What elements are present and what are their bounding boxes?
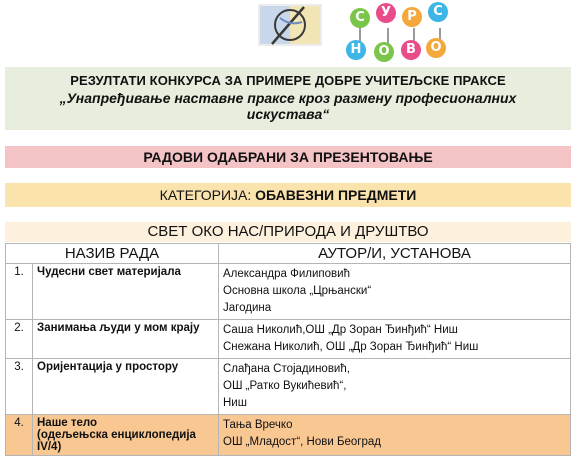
column-header-author: АУТОР/И, УСТАНОВА	[219, 244, 571, 264]
column-header-title: НАЗИВ РАДА	[6, 244, 219, 264]
author-line: Саша Николић,ОШ „Др Зоран Ђинђић“ Ниш	[223, 324, 458, 336]
author-line: Снежана Николић, ОШ „Др Зоран Ђинђић“ Ниш	[223, 341, 479, 353]
author-line: ОШ „Ратко Вукићевић“,	[223, 380, 347, 392]
author-line: Слађана Стојадиновић,	[223, 363, 350, 375]
author-line: Основна школа „Црњански“	[223, 285, 372, 297]
row-number: 4.	[6, 415, 33, 456]
work-authors	[219, 415, 571, 456]
work-authors	[219, 320, 571, 359]
work-authors	[219, 264, 571, 320]
author-line: Тања Вречко	[223, 419, 293, 431]
header-title: РЕЗУЛТАТИ КОНКУРСА ЗА ПРИМЕРЕ ДОБРЕ УЧИТЕЉСКЕ ПРАКСЕ	[70, 73, 506, 88]
right-logo	[340, 0, 450, 64]
category-bar	[5, 183, 571, 207]
selected-works-bar: РАДОВИ ОДАБРАНИ ЗА ПРЕЗЕНТОВАЊЕ	[5, 146, 571, 168]
logo-letter: У	[376, 3, 396, 23]
logo-letter: О	[374, 42, 394, 62]
work-title-extra: (одељењска енциклопедија IV/4)	[37, 429, 196, 453]
author-line: Јагодина	[223, 302, 272, 314]
row-number: 2.	[6, 320, 33, 359]
logo-letter: В	[401, 40, 421, 60]
author-line: Ниш	[223, 397, 247, 409]
table-row	[6, 359, 571, 415]
table-row	[6, 264, 571, 320]
work-title: Чудесни свет материјала	[33, 264, 219, 320]
work-title: Оријентација у простору	[33, 359, 219, 415]
logo-letter: Н	[346, 40, 366, 60]
category-label: КАТЕГОРИЈА:	[159, 187, 256, 203]
header-subtitle-cont: искустава“	[246, 106, 330, 122]
results-header	[5, 67, 571, 130]
row-number: 1.	[6, 264, 33, 320]
subject-bar: СВЕТ ОКО НАС/ПРИРОДА И ДРУШТВО	[5, 222, 571, 242]
row-number: 3.	[6, 359, 33, 415]
left-logo	[258, 4, 322, 46]
author-line: ОШ „Младост“, Нови Београд	[223, 436, 382, 448]
logo-letter: Р	[402, 7, 422, 27]
logo-letter: С	[350, 8, 370, 28]
logo-letter: О	[426, 38, 446, 58]
work-title-main: Наше тело	[37, 417, 98, 429]
table-header-row	[6, 244, 571, 264]
logo-letter: С	[428, 2, 448, 22]
works-table	[5, 243, 571, 456]
table-row-highlighted	[6, 415, 571, 456]
work-title: Занимања људи у мом крају	[33, 320, 219, 359]
header-subtitle: „Унапређивање наставне праксе кроз размену професионалних	[59, 90, 517, 106]
category-value: ОБАВЕЗНИ ПРЕДМЕТИ	[255, 187, 417, 203]
work-title	[33, 415, 219, 456]
table-row	[6, 320, 571, 359]
author-line: Александра Филиповић	[223, 268, 350, 280]
work-authors	[219, 359, 571, 415]
